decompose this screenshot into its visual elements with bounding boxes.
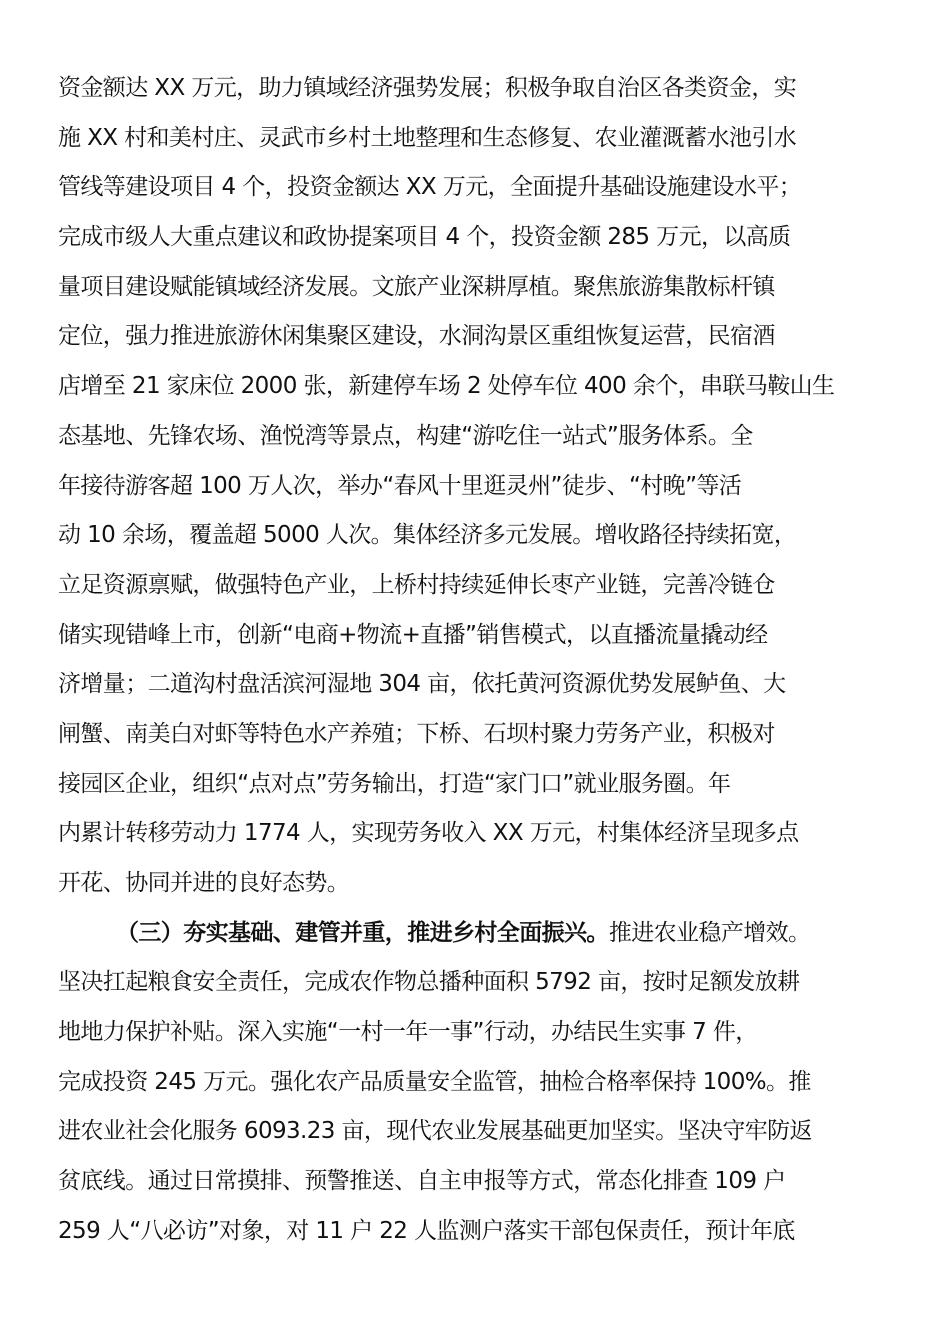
section-heading: （三）夯实基础、建管并重，推进乡村全面振兴。 [116, 919, 609, 946]
text-line: 完成市级人大重点建议和政协提案项目 4 个，投资金额 285 万元，以高质 [58, 224, 791, 251]
text-line: 完成投资 245 万元。强化农产品质量安全监管，抽检合格率保持 100%。推 [58, 1068, 811, 1095]
text-line: 坚决扛起粮食安全责任，完成农作物总播种面积 5792 亩，按时足额发放耕 [58, 969, 800, 996]
section-heading-line [58, 911, 894, 961]
text-line: 立足资源禀赋，做强特色产业，上桥村持续延伸长枣产业链，完善冷链仓 [58, 571, 775, 598]
text-line: 开花、协同并进的良好态势。 [58, 870, 350, 896]
text-line: 管线等建设项目 4 个，投资金额达 XX 万元，全面提升基础设施建设水平； [58, 174, 802, 201]
text-line: 储实现错峰上市，创新“电商+物流+直播”销售模式，以直播流量撬动经 [58, 621, 768, 648]
text-line: 定位，强力推进旅游休闲集聚区建设，水洞沟景区重组恢复运营，民宿酒 [58, 323, 775, 350]
text-line: 贫底线。通过日常摸排、预警推送、自主申报等方式，常态化排查 109 户 [58, 1168, 786, 1195]
text-line: 动 10 余场，覆盖超 5000 人次。集体经济多元发展。增收路径持续拓宽， [58, 522, 797, 549]
text-line: 年接待游客超 100 万人次，举办“春风十里逛灵州”徒步、“村晚”等活 [58, 472, 742, 499]
text-line: 资金额达 XX 万元，助力镇域经济强势发展；积极争取自治区各类资金，实 [58, 75, 797, 101]
text-line: 进农业社会化服务 6093.23 亩，现代农业发展基础更加坚实。坚决守牢防返 [58, 1118, 812, 1145]
text-line: 内累计转移劳动力 1774 人，实现劳务收入 XX 万元，村集体经济呈现多点 [58, 820, 799, 847]
section-heading-tail: 推进农业稳产增效。 [608, 919, 811, 946]
text-line: 店增至 21 家床位 2000 张，新建停车场 2 处停车位 400 余个，串联马鞍山生 [58, 373, 835, 400]
text-line: 闸蟹、南美白对虾等特色水产养殖；下桥、石坝村聚力劳务产业，积极对 [58, 720, 775, 747]
document-page [58, 66, 894, 1259]
text-line: 济增量；二道沟村盘活滨河湿地 304 亩，依托黄河资源优势发展鲈鱼、大 [58, 671, 786, 698]
text-line: 施 XX 村和美村庄、灵武市乡村土地整理和生态修复、农业灌溉蓄水池引水 [58, 124, 797, 151]
text-line: 量项目建设赋能镇域经济发展。文旅产业深耕厚植。聚焦旅游集散标杆镇 [58, 273, 775, 300]
text-line: 地地力保护补贴。深入实施“一村一年一事”行动，办结民生实事 7 件， [58, 1019, 758, 1046]
text-line: 态基地、先锋农场、渔悦湾等景点，构建“游吃住一站式”服务体系。全 [58, 422, 753, 449]
text-line: 259 人“八必访”对象，对 11 户 22 人监测户落实干部包保责任，预计年底 [58, 1217, 795, 1244]
text-line: 接园区企业，组织“点对点”劳务输出，打造“家门口”就业服务圈。年 [58, 770, 731, 797]
